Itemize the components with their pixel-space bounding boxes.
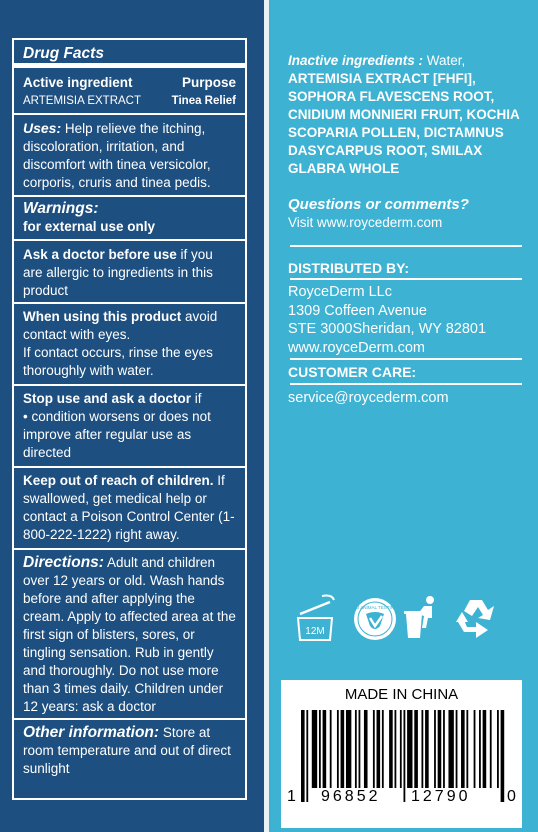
inactive-ingredients [288,52,528,178]
distributed-by-block [288,259,528,357]
visit-website: Visit www.roycederm.com [288,215,443,230]
inactive-ingredients-first: Water, [426,53,466,68]
barcode-bar [312,710,317,788]
when-using-section [14,304,245,386]
barcode-bar [434,710,436,788]
other-information-section [14,720,245,781]
uses-text: Help relieve the itching, discoloration, irritation, and discomfort with tinea versicolor, corporis, cruris and tinea pedis. [23,121,211,190]
jar-period-after-opening-icon [292,592,338,644]
drug-facts-box [12,38,247,800]
barcode-bar [377,710,381,788]
barcode-bar [359,710,361,788]
questions-block [288,196,528,232]
barcode-bar [341,710,345,788]
barcode-bar [395,710,397,788]
barcode-bar [337,710,339,788]
barcode-bar [306,710,308,802]
barcode-digits-left: 96852 [321,788,381,805]
barcode-bar [479,710,481,788]
inactive-ingredients-list: ARTEMISIA EXTRACT [FHFI], SOPHORA FLAVESCENS ROOT, CNIDIUM MONNIERI FRUIT, KOCHIA SCOPARIA POLLEN, DICTAMNUS DASYCARPUS ROOT, SMILAX GLABRA WHOLE [288,71,520,176]
divider-rule [290,383,522,385]
barcode-bar [438,710,442,788]
keep-out-label: Keep out of reach of children. [23,473,214,488]
stop-use-text: if [191,391,202,406]
directions-text: Adult and children over 12 years or old. Wash hands before and after applying the cream. Apply to affected area at the first sign of blisters, sores, or tingling sensation. Rub in gently and thoroughly. Do not use more than 3 times daily. Children under 12 years: ask a doctor [23,555,236,714]
distributor-name: RoyceDerm LLc [288,284,392,300]
distributor-city: STE 3000Sheridan, WY 82801 [288,321,487,337]
barcode-bar [421,710,423,788]
ask-doctor-section [14,241,245,304]
barcode-bar [456,710,458,788]
when-using-text-2: If contact occurs, rinse the eyes thoroughly with water. [23,345,213,378]
keep-out-text: If swallowed, get medical help or contact a Poison Control Center (1-800-222-1222) right away. [23,473,235,542]
barcode-bar [382,710,384,788]
active-ingredient-value: ARTEMISIA EXTRACT [23,95,142,107]
directions-label: Directions: [23,554,104,571]
barcode-bar [414,710,418,788]
purpose-value: Tinea Relief [171,95,236,107]
barcode-bar [490,710,492,788]
barcode-bar [389,710,393,788]
ask-doctor-text: if you are allergic to ingredients in this product [23,247,213,298]
questions-heading: Questions or comments? [288,196,469,213]
purpose-header: Purpose [181,75,236,90]
divider-rule [290,245,522,247]
uses-label: Uses: [23,120,62,136]
barcode-digit-first: 1 [287,788,296,805]
distributor-website: www.royceDerm.com [288,339,425,356]
barcode-bar [323,710,327,788]
drug-facts-title: Drug Facts [23,45,104,62]
barcode-bar [400,710,402,788]
stop-use-text-2: • condition worsens or does not improve after regular use as directed [23,409,211,460]
barcode-bar [461,710,465,788]
barcode-bar [373,710,375,788]
divider-rule [290,278,522,280]
panel-divider [264,0,269,832]
inactive-ingredients-label: Inactive ingredients : [288,53,427,68]
dispose-in-bin-icon [402,594,442,642]
active-ingredient-section [14,68,245,115]
when-using-label: When using this product [23,309,182,324]
barcode-bar [330,710,332,788]
barcode-digit-last: 0 [507,788,516,805]
barcode-bar [301,710,305,802]
customer-care-block [288,363,528,407]
barcode-bar [474,710,476,788]
barcode-bar [443,710,445,788]
barcode-bar [364,710,368,788]
barcode-label [281,680,522,828]
barcode-bar [501,710,505,802]
pao-label: 12M [305,626,325,637]
no-animal-testing-icon [352,596,398,642]
barcode-bar [319,710,321,788]
directions-section [14,550,245,720]
barcode-bar [346,710,351,788]
distributed-by-label: DISTRIBUTED BY: [288,260,410,276]
stop-use-section [14,386,245,468]
uses-section [14,115,245,197]
barcode-bar [466,710,468,788]
other-information-text: Store at room temperature and out of direct sunlight [23,725,231,776]
other-information-label: Other information: [23,724,160,741]
ask-doctor-label: Ask a doctor before use [23,247,177,262]
distributor-street: 1309 Coffeen Avenue [288,302,427,319]
barcode-bar [425,710,429,788]
barcode-bar [355,710,357,788]
warnings-section [14,197,245,241]
drug-facts-title-section [14,40,245,68]
barcode-digits-right: 12790 [411,788,471,805]
symbol-icons [290,592,522,648]
drug-facts-panel [0,0,268,832]
active-ingredient-header: Active ingredient [23,75,133,90]
made-in-china-text: MADE IN CHINA [344,686,459,703]
recycle-icon [452,594,500,642]
barcode-bar [407,710,412,788]
barcode-bar [483,710,487,788]
no-animal-testing-text: NO ANIMAL TESTING [352,605,398,610]
warnings-text: for external use only [23,219,156,234]
customer-care-email: service@roycederm.com [288,390,449,406]
divider-rule [290,358,522,360]
keep-out-section [14,468,245,550]
when-using-text: avoid contact with eyes. [23,309,218,342]
warnings-label: Warnings: [23,200,99,217]
customer-care-label: CUSTOMER CARE: [288,364,417,380]
barcode-bar [404,710,406,802]
barcode-bar [497,710,499,788]
stop-use-label: Stop use and ask a doctor [23,391,192,406]
barcode-bar [448,710,453,788]
